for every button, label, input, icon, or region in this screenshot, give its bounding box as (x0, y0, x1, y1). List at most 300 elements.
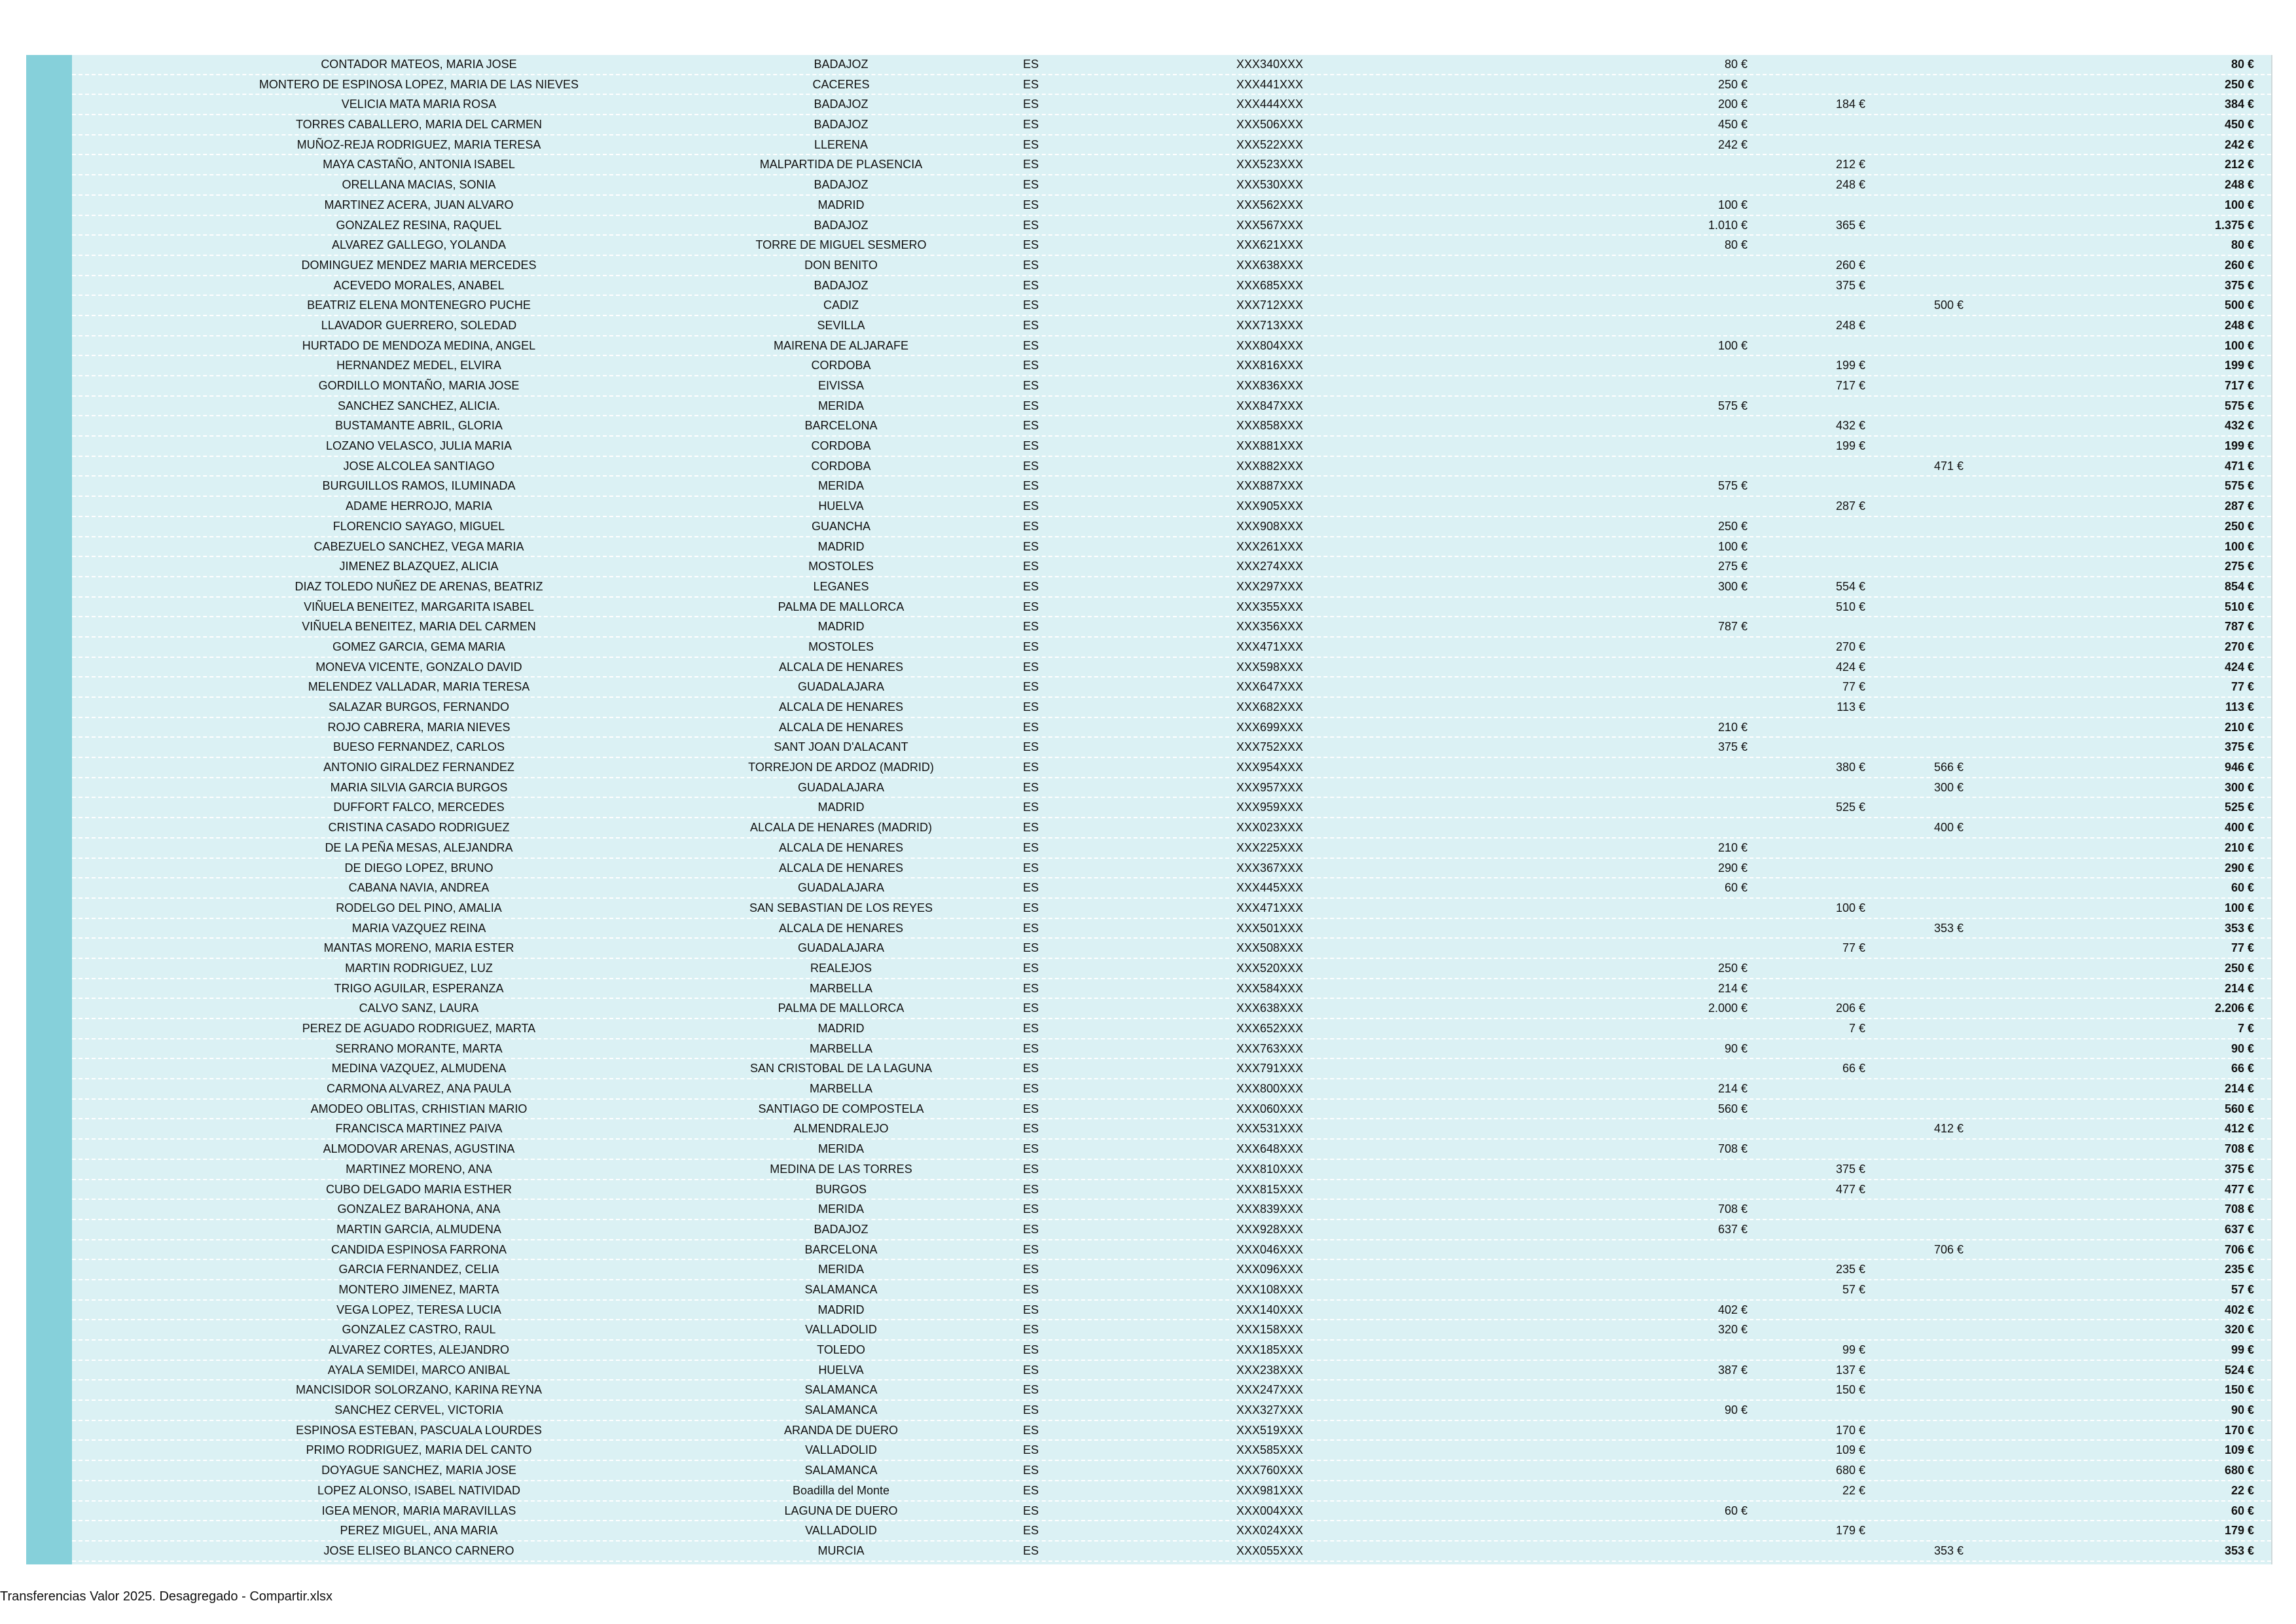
cell-name: VIÑUELA BENEITEZ, MARGARITA ISABEL (304, 600, 534, 613)
cell-name: JOSE ALCOLEA SANTIAGO (343, 459, 495, 473)
cell-total: 170 € (2224, 1423, 2254, 1437)
cell-total: 214 € (2224, 981, 2254, 995)
cell-city: LAGUNA DE DUERO (784, 1504, 898, 1517)
cell-country: ES (1022, 1082, 1039, 1096)
cell-total: 100 € (2224, 338, 2254, 352)
cell-id: XXX598XXX (1236, 660, 1304, 674)
cell-total: 2.206 € (2214, 1001, 2254, 1015)
cell-amount-3: 353 € (1933, 1543, 1964, 1557)
cell-name: MARTIN GARCIA, ALMUDENA (336, 1222, 501, 1236)
cell-city: ARANDA DE DUERO (783, 1423, 899, 1437)
cell-country: ES (1022, 1504, 1039, 1517)
cell-amount-3: 471 € (1933, 459, 1964, 473)
cell-city: MADRID (817, 1303, 865, 1316)
cell-total: 375 € (2224, 740, 2254, 754)
cell-id: XXX024XXX (1236, 1524, 1304, 1538)
cell-city: ALCALA DE HENARES (778, 660, 904, 674)
cell-name: MANCISIDOR SOLORZANO, KARINA REYNA (295, 1383, 543, 1397)
cell-name: ADAME HERROJO, MARIA (345, 499, 493, 513)
cell-id: XXX225XXX (1236, 840, 1304, 854)
cell-country: ES (1022, 1162, 1039, 1176)
cell-total: 353 € (2224, 921, 2254, 935)
cell-country: ES (1022, 1222, 1039, 1236)
cell-amount-1: 387 € (1717, 1363, 1748, 1377)
cell-amount-2: 248 € (1835, 318, 1865, 332)
cell-total: 260 € (2224, 258, 2254, 272)
cell-id: XXX501XXX (1236, 921, 1304, 935)
cell-city: MERIDA (817, 399, 864, 412)
cell-amount-2: 99 € (1842, 1343, 1865, 1356)
cell-amount-1: 1.010 € (1708, 218, 1748, 232)
cell-id: XXX810XXX (1236, 1162, 1304, 1176)
cell-country: ES (1022, 298, 1039, 312)
cell-country: ES (1022, 660, 1039, 674)
cell-country: ES (1022, 359, 1039, 372)
table-row (72, 798, 2271, 818)
cell-city: ALCALA DE HENARES (778, 700, 904, 713)
cell-name: ACEVEDO MORALES, ANABEL (333, 278, 505, 292)
cell-country: ES (1022, 1403, 1039, 1417)
cell-id: XXX881XXX (1236, 439, 1304, 453)
cell-total: 60 € (2231, 1504, 2254, 1517)
table-row (72, 1160, 2271, 1180)
cell-city: MADRID (817, 801, 865, 814)
cell-country: ES (1022, 1202, 1039, 1216)
cell-name: MONTERO JIMENEZ, MARTA (338, 1282, 499, 1296)
cell-total: 214 € (2224, 1082, 2254, 1096)
cell-city: MADRID (817, 539, 865, 553)
cell-total: 560 € (2224, 1102, 2254, 1115)
cell-city: MEDINA DE LAS TORRES (770, 1162, 912, 1176)
table-row (72, 1481, 2271, 1502)
cell-total: 150 € (2224, 1383, 2254, 1397)
cell-country: ES (1022, 740, 1039, 754)
table-row (72, 477, 2271, 497)
cell-total: 242 € (2224, 137, 2254, 151)
table-row (72, 356, 2271, 376)
cell-name: ALVAREZ CORTES, ALEJANDRO (328, 1343, 510, 1356)
cell-amount-1: 242 € (1717, 137, 1748, 151)
cell-total: 946 € (2224, 761, 2254, 774)
cell-name: AYALA SEMIDEI, MARCO ANIBAL (327, 1363, 511, 1377)
cell-id: XXX652XXX (1236, 1022, 1304, 1035)
cell-name: ANTONIO GIRALDEZ FERNANDEZ (323, 761, 514, 774)
cell-total: 402 € (2224, 1303, 2254, 1316)
cell-id: XXX096XXX (1236, 1263, 1304, 1276)
cell-amount-2: 235 € (1835, 1263, 1865, 1276)
cell-total: 99 € (2231, 1343, 2254, 1356)
cell-amount-3: 566 € (1933, 761, 1964, 774)
cell-name: BEATRIZ ELENA MONTENEGRO PUCHE (307, 298, 531, 312)
cell-total: 637 € (2224, 1222, 2254, 1236)
cell-total: 60 € (2231, 881, 2254, 895)
cell-country: ES (1022, 1062, 1039, 1075)
cell-city: MADRID (817, 1022, 865, 1035)
cell-name: CALVO SANZ, LAURA (359, 1001, 479, 1015)
cell-name: GONZALEZ CASTRO, RAUL (342, 1323, 496, 1337)
table-row (72, 296, 2271, 316)
cell-country: ES (1022, 459, 1039, 473)
cell-country: ES (1022, 1102, 1039, 1115)
cell-city: TORRE DE MIGUEL SESMERO (755, 238, 927, 252)
cell-country: ES (1022, 640, 1039, 653)
cell-name: MARIA SILVIA GARCIA BURGOS (330, 780, 508, 794)
cell-id: XXX471XXX (1236, 901, 1304, 914)
row-header-bar (26, 55, 72, 1564)
cell-country: ES (1022, 1303, 1039, 1316)
cell-amount-2: 170 € (1835, 1423, 1865, 1437)
cell-total: 680 € (2224, 1464, 2254, 1477)
cell-city: VALLADOLID (805, 1524, 877, 1538)
cell-city: MARBELLA (809, 1082, 873, 1096)
table-row (72, 979, 2271, 1000)
table-row (72, 919, 2271, 939)
cell-total: 287 € (2224, 499, 2254, 513)
cell-id: XXX699XXX (1236, 720, 1304, 734)
cell-amount-1: 250 € (1717, 77, 1748, 91)
cell-total: 250 € (2224, 961, 2254, 975)
cell-city: SAN CRISTOBAL DE LA LAGUNA (749, 1062, 933, 1075)
cell-city: GUADALAJARA (797, 680, 885, 694)
table-row (72, 1461, 2271, 1481)
footer-filename: Transferencias Valor 2025. Desagregado - Compartir.xlsx (0, 1589, 333, 1604)
cell-id: XXX060XXX (1236, 1102, 1304, 1115)
cell-id: XXX584XXX (1236, 981, 1304, 995)
cell-city: SALAMANCA (804, 1282, 878, 1296)
cell-country: ES (1022, 861, 1039, 875)
cell-id: XXX858XXX (1236, 419, 1304, 433)
cell-country: ES (1022, 338, 1039, 352)
table-row (72, 1320, 2271, 1341)
table-row (72, 859, 2271, 879)
cell-amount-1: 375 € (1717, 740, 1748, 754)
cell-city: ALCALA DE HENARES (778, 921, 904, 935)
cell-id: XXX981XXX (1236, 1483, 1304, 1497)
cell-total: 22 € (2231, 1483, 2254, 1497)
table-row (72, 939, 2271, 959)
cell-amount-1: 100 € (1717, 198, 1748, 211)
cell-country: ES (1022, 419, 1039, 433)
cell-city: BARCELONA (804, 1242, 878, 1256)
cell-country: ES (1022, 1282, 1039, 1296)
table-body (72, 55, 2271, 1562)
table-row (72, 397, 2271, 417)
cell-total: 210 € (2224, 840, 2254, 854)
cell-total: 199 € (2224, 439, 2254, 453)
table-row (72, 1119, 2271, 1140)
cell-id: XXX815XXX (1236, 1182, 1304, 1196)
cell-name: AMODEO OBLITAS, CRHISTIAN MARIO (310, 1102, 528, 1115)
table-row (72, 677, 2271, 698)
cell-total: 100 € (2224, 198, 2254, 211)
table-row (72, 839, 2271, 859)
cell-amount-3: 500 € (1933, 298, 1964, 312)
cell-city: SALAMANCA (804, 1403, 878, 1417)
cell-city: GUANCHA (811, 519, 870, 533)
table-row (72, 1401, 2271, 1421)
cell-total: 275 € (2224, 560, 2254, 573)
cell-total: 290 € (2224, 861, 2254, 875)
table-row (72, 1361, 2271, 1381)
cell-total: 854 € (2224, 579, 2254, 593)
cell-country: ES (1022, 780, 1039, 794)
table-row (72, 75, 2271, 96)
cell-id: XXX023XXX (1236, 821, 1304, 835)
cell-city: REALEJOS (810, 961, 872, 975)
cell-amount-1: 214 € (1717, 1082, 1748, 1096)
cell-city: LLERENA (814, 137, 869, 151)
table-row (72, 55, 2271, 75)
cell-country: ES (1022, 499, 1039, 513)
cell-id: XXX520XXX (1236, 961, 1304, 975)
table-row (72, 778, 2271, 799)
table-row (72, 1280, 2271, 1301)
cell-country: ES (1022, 1363, 1039, 1377)
cell-amount-2: 100 € (1835, 901, 1865, 914)
cell-name: MARTIN RODRIGUEZ, LUZ (345, 961, 493, 975)
cell-id: XXX367XXX (1236, 861, 1304, 875)
cell-name: DOMINGUEZ MENDEZ MARIA MERCEDES (301, 258, 537, 272)
cell-id: XXX760XXX (1236, 1464, 1304, 1477)
cell-amount-2: 150 € (1835, 1383, 1865, 1397)
cell-name: VIÑUELA BENEITEZ, MARIA DEL CARMEN (302, 620, 536, 634)
cell-amount-2: 113 € (1837, 700, 1865, 713)
cell-country: ES (1022, 1483, 1039, 1497)
cell-total: 706 € (2224, 1242, 2254, 1256)
cell-amount-1: 80 € (1724, 58, 1748, 71)
cell-id: XXX887XXX (1236, 479, 1304, 493)
cell-name: DE DIEGO LOPEZ, BRUNO (344, 861, 493, 875)
cell-name: ESPINOSA ESTEBAN, PASCUALA LOURDES (296, 1423, 542, 1437)
cell-amount-2: 554 € (1835, 579, 1865, 593)
cell-amount-1: 708 € (1717, 1202, 1748, 1216)
cell-country: ES (1022, 118, 1039, 132)
cell-id: XXX954XXX (1236, 761, 1304, 774)
table-row (72, 336, 2271, 357)
cell-id: XXX791XXX (1236, 1062, 1304, 1075)
cell-amount-1: 214 € (1717, 981, 1748, 995)
cell-country: ES (1022, 158, 1039, 171)
cell-city: TOLEDO (817, 1343, 865, 1356)
cell-name: TRIGO AGUILAR, ESPERANZA (334, 981, 504, 995)
cell-city: SANT JOAN D'ALACANT (774, 740, 908, 754)
cell-city: BADAJOZ (814, 218, 869, 232)
cell-id: XXX647XXX (1236, 680, 1304, 694)
cell-id: XXX523XXX (1236, 158, 1304, 171)
table-row (72, 638, 2271, 658)
table-row (72, 1380, 2271, 1401)
cell-city: BADAJOZ (814, 278, 869, 292)
cell-city: CORDOBA (811, 359, 871, 372)
cell-city: HUELVA (818, 499, 864, 513)
cell-city: MARBELLA (809, 1041, 873, 1055)
cell-amount-1: 450 € (1717, 118, 1748, 132)
cell-country: ES (1022, 98, 1039, 111)
cell-name: BUESO FERNANDEZ, CARLOS (332, 740, 505, 754)
cell-total: 510 € (2224, 600, 2254, 613)
cell-country: ES (1022, 840, 1039, 854)
cell-total: 199 € (2224, 359, 2254, 372)
cell-country: ES (1022, 1443, 1039, 1457)
cell-country: ES (1022, 1182, 1039, 1196)
cell-id: XXX297XXX (1236, 579, 1304, 593)
cell-id: XXX648XXX (1236, 1142, 1304, 1156)
table-row (72, 1079, 2271, 1100)
cell-amount-1: 60 € (1724, 881, 1748, 895)
cell-id: XXX004XXX (1236, 1504, 1304, 1517)
cell-city: MALPARTIDA DE PLASENCIA (759, 158, 923, 171)
cell-city: BURGOS (815, 1182, 867, 1196)
cell-name: MANTAS MORENO, MARIA ESTER (323, 941, 514, 955)
cell-total: 109 € (2224, 1443, 2254, 1457)
cell-city: ALMENDRALEJO (793, 1122, 889, 1136)
cell-total: 320 € (2224, 1323, 2254, 1337)
cell-country: ES (1022, 720, 1039, 734)
table-row (72, 95, 2271, 115)
table-row (72, 376, 2271, 397)
cell-name: MEDINA VAZQUEZ, ALMUDENA (331, 1062, 507, 1075)
cell-total: 400 € (2224, 821, 2254, 835)
cell-city: SANTIAGO DE COMPOSTELA (758, 1102, 924, 1115)
cell-name: FRANCISCA MARTINEZ PAIVA (335, 1122, 503, 1136)
cell-total: 179 € (2224, 1524, 2254, 1538)
cell-country: ES (1022, 560, 1039, 573)
cell-country: ES (1022, 1383, 1039, 1397)
cell-country: ES (1022, 579, 1039, 593)
cell-name: SERRANO MORANTE, MARTA (335, 1041, 503, 1055)
cell-city: CORDOBA (811, 459, 871, 473)
cell-total: 77 € (2231, 941, 2254, 955)
cell-name: RODELGO DEL PINO, AMALIA (336, 901, 502, 914)
cell-amount-1: 637 € (1717, 1222, 1748, 1236)
cell-name: ROJO CABRERA, MARIA NIEVES (327, 720, 511, 734)
cell-total: 90 € (2231, 1041, 2254, 1055)
cell-country: ES (1022, 1524, 1039, 1538)
cell-amount-2: 432 € (1835, 419, 1865, 433)
cell-id: XXX562XXX (1236, 198, 1304, 211)
cell-name: LOZANO VELASCO, JULIA MARIA (325, 439, 512, 453)
cell-total: 524 € (2224, 1363, 2254, 1377)
cell-total: 787 € (2224, 620, 2254, 634)
cell-total: 471 € (2224, 459, 2254, 473)
cell-city: CADIZ (823, 298, 859, 312)
cell-country: ES (1022, 620, 1039, 634)
table-row (72, 557, 2271, 577)
table-row (72, 1421, 2271, 1441)
cell-amount-1: 2.000 € (1708, 1001, 1748, 1015)
cell-amount-2: 375 € (1835, 1162, 1865, 1176)
cell-amount-1: 210 € (1717, 840, 1748, 854)
cell-name: HERNANDEZ MEDEL, ELVIRA (336, 359, 501, 372)
cell-country: ES (1022, 1022, 1039, 1035)
table-row (72, 1542, 2271, 1562)
cell-id: XXX508XXX (1236, 941, 1304, 955)
cell-id: XXX713XXX (1236, 318, 1304, 332)
table-row (72, 316, 2271, 336)
cell-country: ES (1022, 178, 1039, 192)
cell-name: CABEZUELO SANCHEZ, VEGA MARIA (314, 539, 524, 553)
cell-amount-1: 100 € (1717, 539, 1748, 553)
table-row (72, 517, 2271, 537)
cell-id: XXX261XXX (1236, 539, 1304, 553)
cell-total: 1.375 € (2214, 218, 2254, 232)
cell-name: CONTADOR MATEOS, MARIA JOSE (321, 58, 517, 71)
cell-id: XXX046XXX (1236, 1242, 1304, 1256)
cell-name: PEREZ DE AGUADO RODRIGUEZ, MARTA (302, 1022, 536, 1035)
cell-amount-2: 365 € (1835, 218, 1865, 232)
cell-id: XXX804XXX (1236, 338, 1304, 352)
cell-id: XXX836XXX (1236, 379, 1304, 392)
cell-id: XXX638XXX (1236, 258, 1304, 272)
cell-total: 248 € (2224, 178, 2254, 192)
table-row (72, 1521, 2271, 1542)
table-row (72, 718, 2271, 738)
cell-name: FLORENCIO SAYAGO, MIGUEL (332, 519, 505, 533)
cell-id: XXX928XXX (1236, 1222, 1304, 1236)
cell-city: BADAJOZ (814, 178, 869, 192)
table-row (72, 236, 2271, 256)
cell-id: XXX340XXX (1236, 58, 1304, 71)
cell-amount-2: 137 € (1835, 1363, 1865, 1377)
table-row (72, 497, 2271, 517)
cell-name: DOYAGUE SANCHEZ, MARIA JOSE (321, 1464, 516, 1477)
cell-id: XXX185XXX (1236, 1343, 1304, 1356)
cell-id: XXX763XXX (1236, 1041, 1304, 1055)
cell-city: GUADALAJARA (797, 881, 885, 895)
cell-amount-2: 375 € (1835, 278, 1865, 292)
cell-amount-2: 510 € (1835, 600, 1865, 613)
cell-total: 90 € (2231, 1403, 2254, 1417)
spreadsheet-table (26, 55, 2271, 1564)
cell-city: SALAMANCA (804, 1464, 878, 1477)
cell-amount-3: 706 € (1933, 1242, 1964, 1256)
cell-amount-1: 402 € (1717, 1303, 1748, 1316)
table-row (72, 999, 2271, 1019)
cell-country: ES (1022, 1464, 1039, 1477)
cell-country: ES (1022, 439, 1039, 453)
cell-name: IGEA MENOR, MARIA MARAVILLAS (321, 1504, 516, 1517)
cell-city: ALCALA DE HENARES (778, 840, 904, 854)
cell-amount-1: 210 € (1717, 720, 1748, 734)
table-row (72, 598, 2271, 618)
cell-id: XXX327XXX (1236, 1403, 1304, 1417)
cell-name: TORRES CABALLERO, MARIA DEL CARMEN (295, 118, 543, 132)
cell-city: MURCIA (817, 1543, 865, 1557)
cell-total: 525 € (2224, 801, 2254, 814)
cell-country: ES (1022, 821, 1039, 835)
table-row (72, 698, 2271, 718)
cell-country: ES (1022, 1323, 1039, 1337)
table-row (72, 155, 2271, 175)
cell-amount-2: 206 € (1835, 1001, 1865, 1015)
cell-total: 80 € (2231, 58, 2254, 71)
cell-name: JOSE ELISEO BLANCO CARNERO (323, 1543, 514, 1557)
table-row (72, 175, 2271, 196)
cell-amount-2: 287 € (1835, 499, 1865, 513)
cell-city: MAIRENA DE ALJARAFE (773, 338, 909, 352)
cell-country: ES (1022, 479, 1039, 493)
cell-city: TORREJON DE ARDOZ (MADRID) (748, 761, 934, 774)
cell-country: ES (1022, 278, 1039, 292)
cell-country: ES (1022, 761, 1039, 774)
cell-total: 7 € (2237, 1022, 2254, 1035)
cell-amount-1: 708 € (1717, 1142, 1748, 1156)
cell-id: XXX471XXX (1236, 640, 1304, 653)
cell-name: CUBO DELGADO MARIA ESTHER (325, 1182, 512, 1196)
cell-country: ES (1022, 1122, 1039, 1136)
cell-city: MOSTOLES (808, 640, 874, 653)
cell-country: ES (1022, 1263, 1039, 1276)
